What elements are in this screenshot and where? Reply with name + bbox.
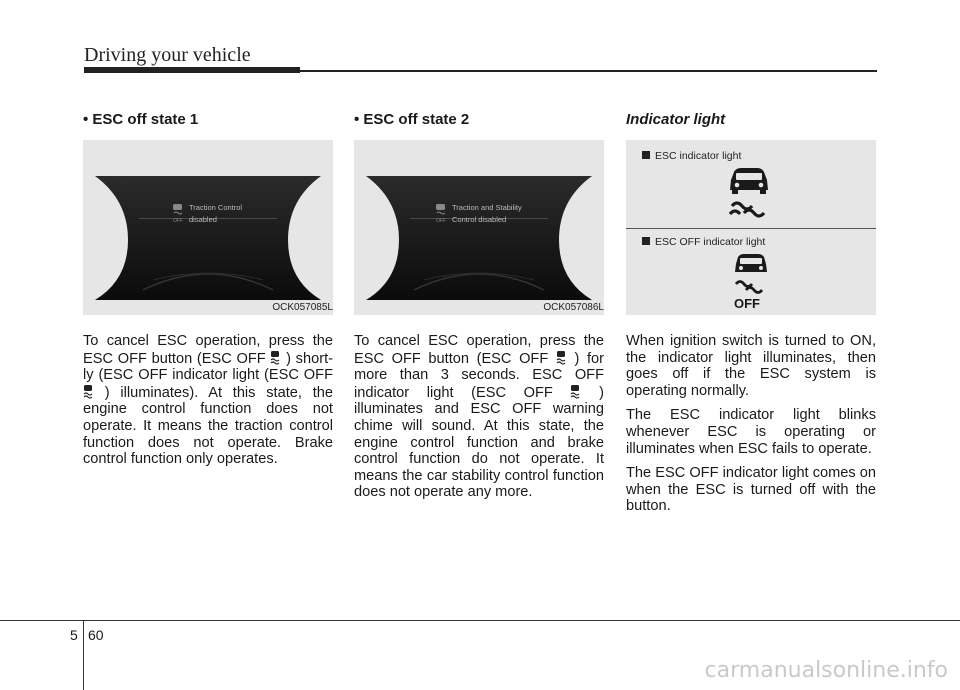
cluster-figure-1 xyxy=(83,140,333,315)
cluster-text-line-1: Traction and Stability xyxy=(452,203,522,212)
column-indicator-light xyxy=(626,110,876,523)
section-heading: • ESC off state 2 xyxy=(354,111,470,128)
footer-rule xyxy=(0,620,960,621)
footer-divider xyxy=(83,620,84,690)
esc-off-icon xyxy=(570,384,581,400)
off-label: OFF xyxy=(734,296,760,310)
page-number: 60 xyxy=(88,627,104,643)
section-heading: Indicator light xyxy=(626,111,726,128)
figure-code: OCK057085L xyxy=(272,302,333,313)
esc-indicator-icon xyxy=(726,166,772,218)
esc-off-icon xyxy=(83,384,94,400)
heading-text: ESC off state 2 xyxy=(363,111,470,128)
section-heading: • ESC off state 1 xyxy=(83,111,199,128)
body-paragraph: To cancel ESC operation, press the ESC OFF button (ESC OFF ) for more than 3 seconds. ESC OFF indicator light (ESC OFF ) illuminates and ESC OFF warning chime will sound. At this state, the engine control function and brake control function do not operate. It means the car stability control function does not operate any more. xyxy=(354,333,605,501)
esc-off-indicator-icon xyxy=(732,252,772,310)
paragraph: The ESC OFF indicator light comes on when the ESC is turned off with the button. xyxy=(626,465,876,515)
body-paragraph: To cancel ESC operation, press the ESC OFF button (ESC OFF ) short- ly (ESC OFF indicator light (ESC OFF ) illuminates). At this state, the engine control function does not operate. It means the traction control function does not operate. Brake control function only operates. xyxy=(83,333,333,468)
paragraph: The ESC indicator light blinks whenever ESC is operating or illuminates when ESC fails to operate. xyxy=(626,407,876,457)
indicator-figure xyxy=(626,140,876,315)
chapter-number: 5 xyxy=(70,627,78,643)
esc-off-icon xyxy=(556,350,567,366)
cluster-figure-2 xyxy=(354,140,604,315)
svg-text:OFF: OFF xyxy=(173,218,183,224)
figure-code: OCK057086L xyxy=(543,302,604,313)
cluster-display-illustration xyxy=(354,140,604,315)
column-esc-off-state-2 xyxy=(354,110,604,509)
cluster-text-line-2: disabled xyxy=(189,215,217,224)
esc-off-icon xyxy=(270,350,281,366)
indicator-body-text xyxy=(626,333,876,515)
watermark: carmanualsonline.info xyxy=(704,658,948,683)
divider xyxy=(626,228,876,229)
cluster-text-line-2: Control disabled xyxy=(452,215,507,224)
column-esc-off-state-1 xyxy=(83,110,333,476)
svg-text:OFF: OFF xyxy=(436,218,446,224)
heading-text: ESC off state 1 xyxy=(92,111,199,128)
esc-off-indicator-label: ESC OFF indicator light xyxy=(642,236,765,248)
header-rule-thin xyxy=(300,70,877,72)
esc-indicator-label: ESC indicator light xyxy=(642,150,741,162)
cluster-display-illustration xyxy=(83,140,333,315)
header-rule-thick xyxy=(84,67,300,73)
cluster-text-line-1: Traction Control xyxy=(189,203,243,212)
page-header-title: Driving your vehicle xyxy=(84,44,251,66)
paragraph: When ignition switch is turned to ON, the indicator light illuminates, then goes off if the ESC system is operating normally. xyxy=(626,333,876,399)
